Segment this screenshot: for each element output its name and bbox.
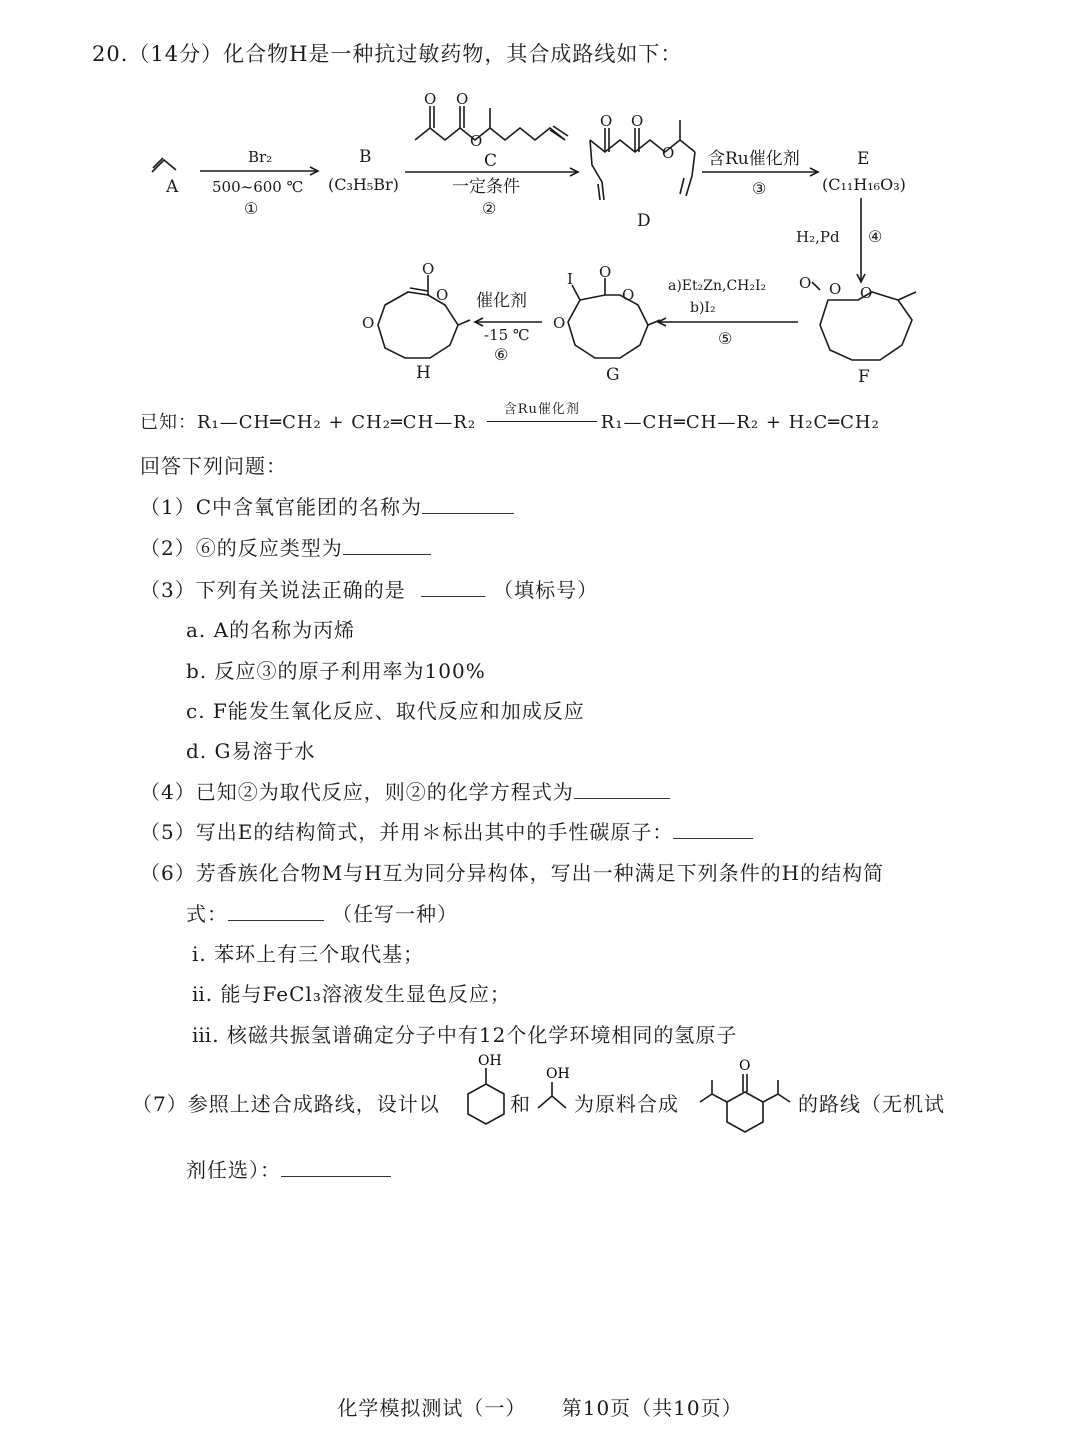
question-7-prefix: （7）参照上述合成路线，设计以 xyxy=(132,1092,440,1116)
answer-blank-7[interactable] xyxy=(281,1158,391,1177)
atom-o: O xyxy=(553,314,566,332)
answer-blank-2[interactable] xyxy=(343,536,431,555)
option-a: a. A的名称为丙烯 xyxy=(186,618,356,642)
question-4-text: （4）已知②为取代反应，则②的化学方程式为 xyxy=(140,780,574,804)
known-catalyst: 含Ru催化剂 xyxy=(503,402,580,417)
known-reactants: R₁—CH═CH₂ + CH₂═CH—R₂ xyxy=(197,412,477,433)
label-b: B xyxy=(359,147,372,167)
condition-i: ⅰ. 苯环上有三个取代基； xyxy=(192,942,425,966)
atom-o: O xyxy=(860,284,873,302)
atom-o: O xyxy=(424,90,437,108)
condition-ii: ⅱ. 能与FeCl₃溶液发生显色反应； xyxy=(192,982,511,1006)
step-4-reagent: H₂,Pd xyxy=(796,228,840,246)
step-6-reagent: 催化剂 xyxy=(476,291,527,311)
option-b: b. 反应③的原子利用率为100% xyxy=(186,659,486,683)
answer-blank-3[interactable] xyxy=(421,578,485,597)
step-1-reagent: Br₂ xyxy=(248,148,273,166)
known-arrow xyxy=(487,402,597,433)
molecule-g-structure xyxy=(568,295,648,358)
question-6-suffix: （任写一种） xyxy=(332,902,458,926)
question-7-line-2-text: 剂任选）： xyxy=(186,1158,281,1182)
step-4-number: ④ xyxy=(868,227,883,246)
oh-label: OH xyxy=(546,1066,570,1082)
step-3-reagent: 含Ru催化剂 xyxy=(708,149,800,169)
atom-o: O xyxy=(622,286,635,304)
step-1-condition: 500~600 ℃ xyxy=(212,178,304,196)
step-2-number: ② xyxy=(482,199,497,218)
page-footer xyxy=(0,1392,1080,1421)
option-c: c. F能发生氧化反应、取代反应和加成反应 xyxy=(186,699,585,723)
step-5-reagent-a: a)Et₂Zn,CH₂I₂ xyxy=(668,278,767,294)
question-4 xyxy=(140,776,670,805)
question-2 xyxy=(140,532,431,561)
label-f: F xyxy=(858,367,870,387)
answer-blank-6[interactable] xyxy=(228,902,324,921)
question-7-middle: 为原料合成 xyxy=(574,1092,679,1116)
answer-blank-1[interactable] xyxy=(422,495,514,514)
o-label: O xyxy=(739,1058,751,1074)
isopropanol-structure xyxy=(532,1064,578,1118)
label-c: C xyxy=(484,151,498,171)
footer-page-number: 第10页（共10页） xyxy=(561,1396,743,1420)
molecule-c-structure xyxy=(415,128,565,140)
question-5 xyxy=(140,816,753,845)
formula-e: (C₁₁H₁₆O₃) xyxy=(822,175,906,194)
question-header: 20.（14分）化合物H是一种抗过敏药物，其合成路线如下： xyxy=(92,42,683,66)
atom-o: O xyxy=(829,280,842,298)
atom-o: O xyxy=(631,112,644,130)
known-products: R₁—CH═CH—R₂ + H₂C═CH₂ xyxy=(600,412,880,433)
step-3-number: ③ xyxy=(752,179,767,198)
atom-i: I xyxy=(567,270,573,288)
step-6-condition: -15 ℃ xyxy=(484,326,530,344)
label-g: G xyxy=(606,365,620,385)
atom-o: O xyxy=(599,263,612,281)
question-2-text: （2）⑥的反应类型为 xyxy=(140,536,343,560)
atom-o: O xyxy=(600,112,613,130)
question-6-line-2 xyxy=(186,898,458,927)
question-1-text: （1）C中含氧官能团的名称为 xyxy=(140,495,423,519)
question-7-and: 和 xyxy=(510,1092,531,1116)
question-6-prefix: 式： xyxy=(186,902,228,926)
question-6-line-1: （6）芳香族化合物M与H互为同分异构体，写出一种满足下列条件的H的结构简 xyxy=(140,861,885,885)
atom-o: O xyxy=(662,144,675,162)
footer-title: 化学模拟测试（一） xyxy=(337,1396,527,1420)
step-6-number: ⑥ xyxy=(494,345,509,364)
question-7-suffix: 的路线（无机试 xyxy=(798,1092,945,1116)
label-e: E xyxy=(857,149,870,169)
formula-b: (C₃H₅Br) xyxy=(328,175,399,194)
step-5-number: ⑤ xyxy=(718,329,733,348)
step-2-condition: 一定条件 xyxy=(452,177,520,197)
label-a: A xyxy=(166,177,179,197)
target-ketone-structure xyxy=(690,1056,800,1146)
answer-blank-4[interactable] xyxy=(574,780,670,799)
question-3 xyxy=(140,574,598,603)
known-prefix: 已知： xyxy=(140,412,197,433)
known-reaction xyxy=(140,402,880,434)
atom-o: O xyxy=(362,314,375,332)
question-3-text: （3）下列有关说法正确的是 xyxy=(140,578,406,602)
answer-intro: 回答下列问题： xyxy=(140,454,287,478)
answer-blank-5[interactable] xyxy=(673,820,753,839)
option-d: d. G易溶于水 xyxy=(186,739,316,763)
question-3-suffix: （填标号） xyxy=(493,578,599,602)
molecule-f-structure xyxy=(820,292,912,360)
oh-label: OH xyxy=(478,1053,502,1069)
synthesis-scheme xyxy=(0,0,1080,400)
label-d: D xyxy=(637,211,651,231)
atom-o: O xyxy=(456,90,469,108)
condition-iii: ⅲ. 核磁共振氢谱确定分子中有12个化学环境相同的氢原子 xyxy=(192,1023,738,1047)
atom-o: O xyxy=(470,132,483,150)
question-5-text: （5）写出E的结构简式，并用＊标出其中的手性碳原子： xyxy=(140,820,674,844)
question-1 xyxy=(140,491,514,520)
question-7-line-2 xyxy=(186,1154,391,1183)
step-5-reagent-b: b)I₂ xyxy=(690,300,716,316)
label-h: H xyxy=(416,363,431,383)
atom-o: O xyxy=(436,286,449,304)
step-1-number: ① xyxy=(244,199,259,218)
atom-o: O xyxy=(799,274,812,292)
atom-o: O xyxy=(422,260,435,278)
cyclohexanol-structure xyxy=(462,1052,510,1144)
